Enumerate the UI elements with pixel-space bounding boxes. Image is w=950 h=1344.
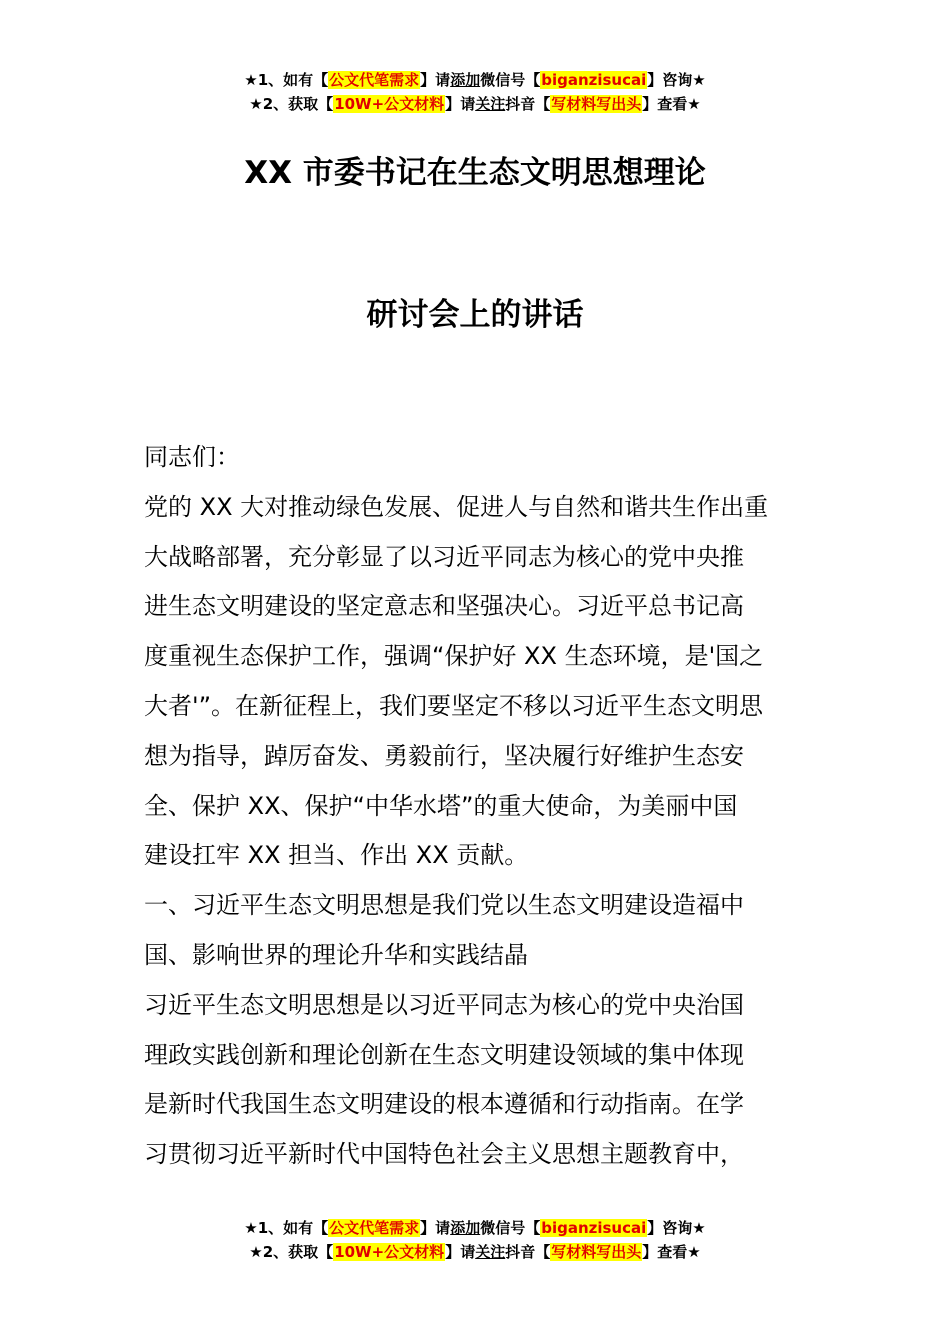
notice-text: 抖音【	[505, 1243, 551, 1261]
body-line: 是新时代我国生态文明建设的根本遵循和行动指南。在学	[144, 1090, 744, 1119]
notice-line-2	[0, 92, 950, 116]
document-title-line-1: XX 市委书记在生态文明思想理论	[244, 155, 706, 191]
section-heading-line: 一、习近平生态文明思想是我们党以生态文明建设造福中	[144, 891, 744, 920]
body-line: 想为指导，踔厉奋发、勇毅前行，坚决履行好维护生态安	[144, 741, 744, 770]
section-heading-line: 国、影响世界的理论升华和实践结晶	[144, 940, 528, 969]
notice-text: ★1、如有【	[244, 71, 329, 89]
notice-text: 】请	[420, 71, 451, 89]
notice-highlight: biganzisucai	[541, 1219, 647, 1237]
notice-highlight: 公文代笔需求	[329, 71, 420, 89]
body-line: 习贯彻习近平新时代中国特色社会主义思想主题教育中，	[144, 1140, 744, 1169]
notice-text: 】请	[445, 1243, 476, 1261]
body-line: 党的 XX 大对推动绿色发展、促进人与自然和谐共生作出重	[144, 492, 769, 521]
notice-text: ★2、获取【	[249, 1243, 334, 1261]
document-body	[144, 433, 824, 1180]
body-line: 建设扛牢 XX 担当、作出 XX 贡献。	[144, 841, 529, 870]
notice-line-1	[0, 68, 950, 92]
body-line: 大者'”。在新征程上，我们要坚定不移以习近平生态文明思	[144, 691, 764, 720]
body-line: 全、保护 XX、保护“中华水塔”的重大使命，为美丽中国	[144, 791, 738, 820]
notice-text: 抖音【	[505, 95, 551, 113]
notice-underlined: 添加	[450, 1219, 481, 1237]
notice-underlined: 关注	[475, 1243, 506, 1261]
notice-text: 】请	[420, 1219, 451, 1237]
notice-highlight: biganzisucai	[541, 71, 647, 89]
notice-underlined: 关注	[475, 95, 506, 113]
notice-text: ★1、如有【	[244, 1219, 329, 1237]
footer-notice	[0, 1216, 950, 1264]
notice-highlight: 写材料写出头	[551, 1243, 642, 1261]
notice-text: 】查看★	[642, 95, 701, 113]
notice-highlight: 10W+公文材料	[334, 1243, 445, 1261]
body-line: 进生态文明建设的坚定意志和坚强决心。习近平总书记高	[144, 592, 744, 621]
body-line: 度重视生态保护工作，强调“保护好 XX 生态环境，是'国之	[144, 642, 764, 671]
notice-text: ★2、获取【	[249, 95, 334, 113]
notice-line-1	[0, 1216, 950, 1240]
notice-text: 微信号【	[480, 71, 541, 89]
document-title-line-2: 研讨会上的讲话	[366, 297, 584, 333]
notice-text: 】请	[445, 95, 476, 113]
notice-text: 】咨询★	[647, 1219, 706, 1237]
notice-underlined: 添加	[450, 71, 481, 89]
notice-text: 】咨询★	[647, 71, 706, 89]
notice-text: 】查看★	[642, 1243, 701, 1261]
body-line: 同志们：	[144, 443, 240, 471]
notice-highlight: 10W+公文材料	[334, 95, 445, 113]
header-notice	[0, 68, 950, 116]
body-line: 习近平生态文明思想是以习近平同志为核心的党中央治国	[144, 990, 744, 1019]
notice-line-2	[0, 1240, 950, 1264]
notice-highlight: 公文代笔需求	[329, 1219, 420, 1237]
body-line: 理政实践创新和理论创新在生态文明建设领域的集中体现	[144, 1040, 744, 1069]
notice-text: 微信号【	[480, 1219, 541, 1237]
notice-highlight: 写材料写出头	[551, 95, 642, 113]
body-line: 大战略部署，充分彰显了以习近平同志为核心的党中央推	[144, 542, 744, 571]
